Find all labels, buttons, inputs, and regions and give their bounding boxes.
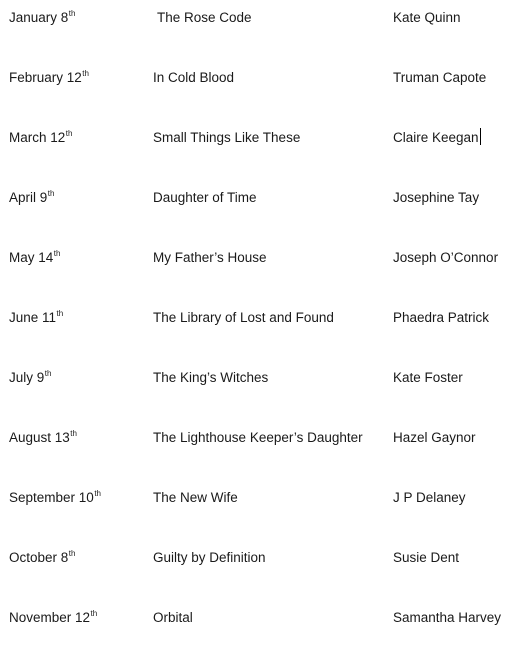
book-author: Joseph O’Connor — [393, 250, 499, 265]
book-title: Orbital — [153, 610, 193, 625]
book-author: J P Delaney — [393, 490, 466, 505]
meeting-date: March 12th — [9, 128, 73, 145]
meeting-date: September 10th — [9, 488, 101, 505]
book-title: My Father’s House — [153, 250, 267, 265]
list-row — [0, 308, 507, 332]
book-author: Josephine Tay — [393, 190, 480, 205]
list-row — [0, 548, 507, 572]
book-title: The New Wife — [153, 490, 238, 505]
list-row — [0, 428, 507, 452]
book-author: Truman Capote — [393, 70, 487, 85]
list-row — [0, 128, 507, 152]
text-cursor — [480, 128, 481, 145]
book-title: In Cold Blood — [153, 70, 235, 85]
meeting-date: October 8th — [9, 548, 76, 565]
book-author: Samantha Harvey — [393, 610, 502, 625]
book-author: Kate Foster — [393, 370, 463, 385]
list-row — [0, 608, 507, 632]
list-row — [0, 8, 507, 32]
book-author: Claire Keegan — [393, 130, 479, 145]
meeting-date: May 14th — [9, 248, 61, 265]
list-row — [0, 188, 507, 212]
book-title: Daughter of Time — [153, 190, 257, 205]
list-row — [0, 488, 507, 512]
book-title: The Lighthouse Keeper’s Daughter — [153, 430, 363, 445]
book-title: Small Things Like These — [153, 130, 301, 145]
book-author: Hazel Gaynor — [393, 430, 476, 445]
meeting-date: February 12th — [9, 68, 89, 85]
meeting-date: July 9th — [9, 368, 52, 385]
meeting-date: January 8th — [9, 8, 76, 25]
list-row — [0, 248, 507, 272]
meeting-date: April 9th — [9, 188, 55, 205]
book-title: Guilty by Definition — [153, 550, 266, 565]
list-row — [0, 368, 507, 392]
book-author: Susie Dent — [393, 550, 460, 565]
book-title: The Rose Code — [157, 10, 252, 25]
meeting-date: June 11th — [9, 308, 64, 325]
book-author: Kate Quinn — [393, 10, 461, 25]
meeting-date: August 13th — [9, 428, 77, 445]
meeting-date: November 12th — [9, 608, 98, 625]
list-row — [0, 68, 507, 92]
book-title: The King’s Witches — [153, 370, 269, 385]
book-author: Phaedra Patrick — [393, 310, 490, 325]
book-title: The Library of Lost and Found — [153, 310, 334, 325]
